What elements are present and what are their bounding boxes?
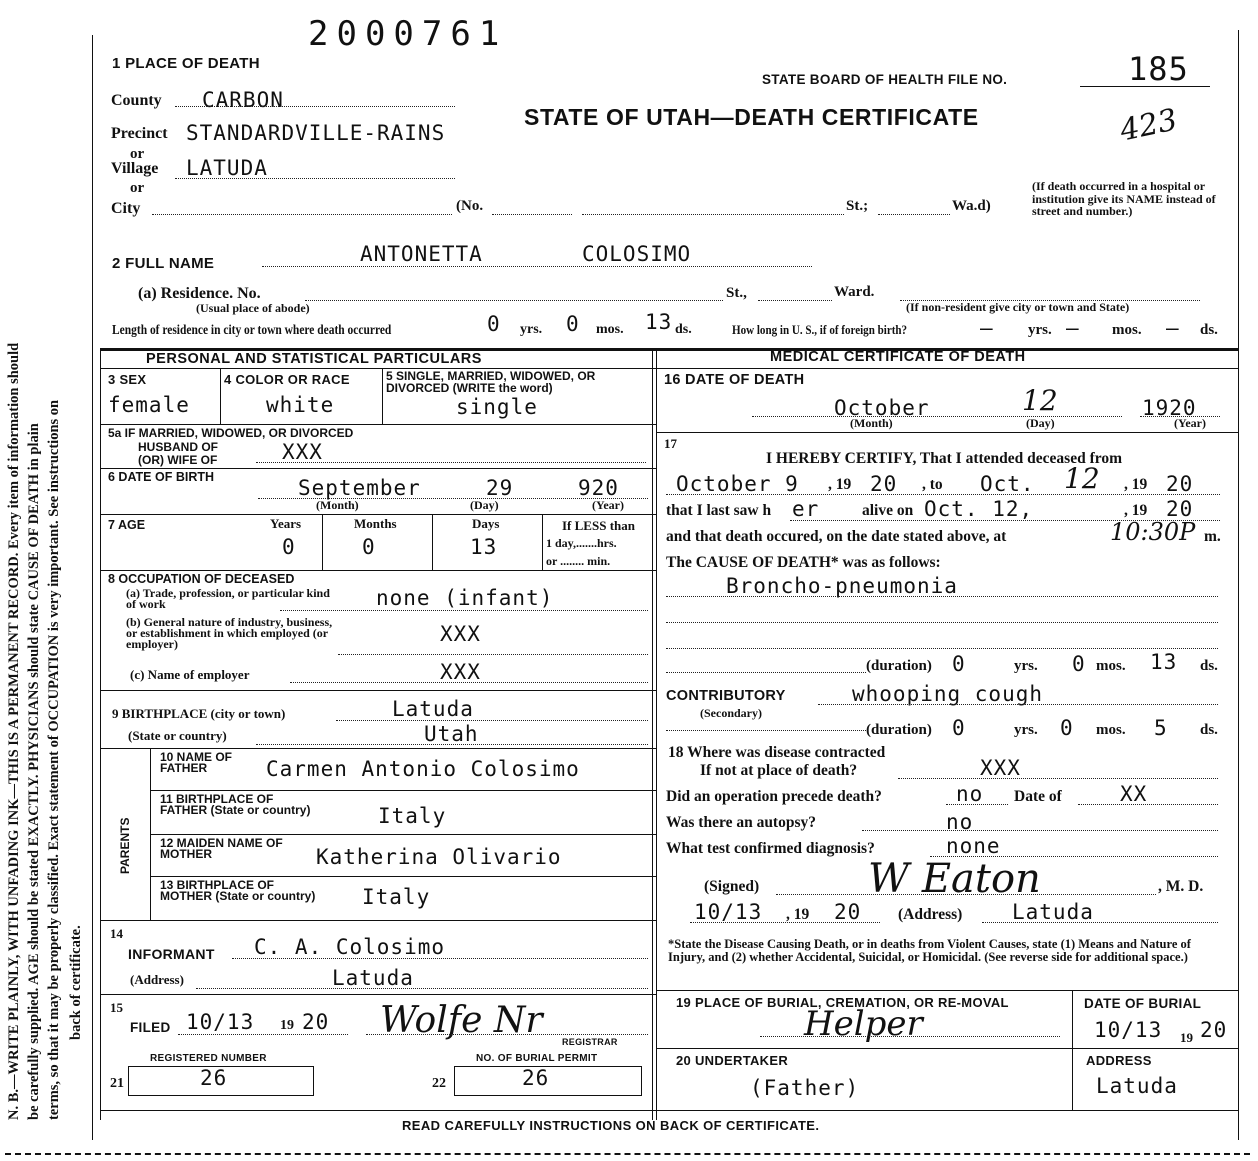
contributory-mos: 0	[1060, 716, 1074, 740]
death-time-value: 10:30P	[1110, 518, 1196, 546]
cause-label: The CAUSE OF DEATH* was as follows:	[666, 554, 941, 571]
city-line	[152, 214, 452, 215]
us-mos-label: mos.	[1112, 322, 1142, 338]
attended-from-19: , 19	[828, 476, 852, 493]
cause-duration-line	[666, 672, 866, 673]
row11-line	[150, 834, 656, 835]
last-saw-pronoun: er	[792, 497, 820, 521]
contributory-line	[818, 704, 1218, 705]
grid-left-line	[100, 348, 101, 1120]
death-time-label: and that death occured, on the date stated above, at	[666, 528, 1007, 545]
certificate-title: STATE OF UTAH—DEATH CERTIFICATE	[524, 104, 979, 130]
residence-label: (a) Residence. No.	[138, 285, 261, 302]
residence-mos: 0	[566, 312, 580, 336]
alive-year: 20	[1166, 497, 1194, 521]
attended-to-label: , to	[922, 476, 943, 493]
us-ds: —	[1166, 316, 1180, 340]
dob-day: 29	[486, 476, 514, 500]
test-value: none	[946, 834, 1001, 858]
spouse-value: XXX	[282, 440, 323, 464]
date-of-death-label: 16 DATE OF DEATH	[664, 372, 805, 388]
city-ward-line	[878, 214, 950, 215]
row5a-line	[100, 468, 656, 469]
operation-label: Did an operation precede death?	[666, 788, 882, 805]
informant-address-line	[196, 988, 648, 989]
city-st-line	[582, 214, 844, 215]
burial-place-line	[760, 1036, 1060, 1037]
residence-line	[305, 300, 723, 301]
mother-birthplace-label: 13 BIRTHPLACE OF MOTHER (State or country)	[160, 878, 316, 903]
contracted-line	[898, 778, 1218, 779]
county-label: County	[111, 92, 162, 109]
father-name-label: 10 NAME OF FATHER	[160, 750, 233, 775]
precinct-label: Precinct	[111, 125, 168, 142]
right-border	[1238, 30, 1239, 1140]
cause-ds: 13	[1150, 650, 1178, 674]
occupation-a-label: (a) Trade, profession, or particular kind of work	[126, 586, 330, 611]
contributory-mos-label: mos.	[1096, 722, 1126, 738]
attended-to-day: 12	[1064, 462, 1100, 495]
registrar-signature: Wolfe Nr	[380, 1000, 543, 1041]
cause-mos-label: mos.	[1096, 658, 1126, 674]
or-label-2: or	[130, 180, 145, 196]
full-name-last: COLOSIMO	[582, 242, 692, 266]
footer-instruction: READ CAREFULLY INSTRUCTIONS ON BACK OF CERTIFICATE.	[402, 1118, 820, 1133]
file-no-note: 423	[1116, 102, 1181, 149]
registrar-line	[366, 1034, 648, 1035]
spouse-line	[256, 462, 646, 463]
mother-name-label: 12 MAIDEN NAME OF MOTHER	[160, 836, 283, 861]
city-no-label: (No.	[456, 198, 484, 214]
full-name-first: ANTONETTA	[360, 242, 483, 266]
occupation-c-label: (c) Name of employer	[130, 667, 250, 682]
undertaker-value: (Father)	[750, 1076, 860, 1100]
informant-value: C. A. Colosimo	[254, 935, 446, 959]
md-label: , M. D.	[1158, 878, 1204, 895]
file-no-value: 185	[1128, 50, 1189, 88]
margin-instruction-line-1: N. B.—WRITE PLAINLY, WITH UNFADING INK—THIS IS A PERMANENT RECORD. Every item of information should	[6, 342, 22, 1120]
occupation-a-line	[280, 610, 648, 611]
certify-text: I HEREBY CERTIFY, That I attended deceased from	[766, 450, 1122, 467]
contributory-label: CONTRIBUTORY	[666, 688, 786, 704]
occupation-label: 8 OCCUPATION OF DECEASED	[108, 572, 295, 586]
residence-length-label: Length of residence in city or town where death occurred	[112, 322, 392, 337]
filed-year: 20	[302, 1010, 330, 1034]
signed-line	[776, 894, 1156, 895]
us-mos: —	[1066, 316, 1080, 340]
contributory-ds-label: ds.	[1200, 722, 1218, 738]
burial-19: 19	[1180, 1030, 1193, 1045]
grid-middle-divider	[656, 348, 657, 1120]
nonresident-note: (If non-resident give city or town and State)	[906, 300, 1130, 314]
undertaker-address-label: ADDRESS	[1086, 1053, 1152, 1068]
us-yrs: —	[980, 316, 994, 340]
autopsy-line	[862, 830, 1218, 831]
birthplace-city-line	[336, 720, 648, 721]
row16-line	[656, 432, 1238, 433]
contracted-label: 18 Where was disease contracted	[668, 744, 886, 761]
dod-day-label: (Day)	[1026, 416, 1055, 430]
item-17-number: 17	[664, 436, 677, 451]
cause-footnote: *State the Disease Causing Death, or in deaths from Violent Causes, state (1) Means and Nature of Injury, and (2) whether Accidental, Suicidal, or Homicidal. (See reverse side for additional space.)	[668, 937, 1191, 964]
occupation-a-value: none (infant)	[376, 586, 554, 610]
burial-permit-value: 26	[522, 1066, 550, 1090]
row9-line	[100, 748, 656, 749]
registered-number-value: 26	[200, 1066, 228, 1090]
dob-label: 6 DATE OF BIRTH	[108, 470, 215, 484]
age-days-label: Days	[472, 516, 500, 531]
age-divider-2	[432, 514, 433, 570]
row14-line	[100, 994, 656, 995]
contracted-value: XXX	[980, 756, 1021, 780]
row3-line	[100, 424, 656, 425]
age-years: 0	[282, 535, 296, 559]
signed-address-line	[982, 922, 1218, 923]
signed-year: 20	[834, 900, 862, 924]
personal-header: PERSONAL AND STATISTICAL PARTICULARS	[146, 351, 482, 367]
hospital-note: (If death occurred in a hospital or institution give its NAME instead of street and number.)	[1032, 179, 1216, 218]
row19-line	[656, 1048, 1238, 1049]
signed-address-label: (Address)	[898, 906, 963, 923]
burial-place-label: 19 PLACE OF BURIAL, CREMATION, OR RE-MOVAL	[676, 995, 1009, 1010]
occupation-c-value: XXX	[440, 660, 481, 684]
dod-year-label: (Year)	[1174, 416, 1206, 430]
age-divider-3	[542, 514, 543, 570]
undertaker-address: Latuda	[1096, 1074, 1178, 1098]
age-less-label-2: 1 day,.......hrs.	[546, 536, 617, 550]
row12-line	[150, 876, 656, 877]
signed-date-line	[690, 922, 880, 923]
dob-month-label: (Month)	[316, 498, 359, 512]
age-years-label: Years	[270, 516, 302, 531]
registered-number-label: REGISTERED NUMBER	[150, 1053, 267, 1064]
grid-bottom-line	[100, 1110, 1238, 1111]
sex-value: female	[108, 393, 190, 417]
cause-ds-label: ds.	[1200, 658, 1218, 674]
file-no-line	[1080, 86, 1210, 87]
cause-yrs-label: yrs.	[1014, 658, 1038, 674]
operation-date-line	[1078, 804, 1218, 805]
dob-day-label: (Day)	[470, 498, 499, 512]
occupation-c-line	[290, 682, 648, 683]
row8-line	[100, 690, 656, 691]
alive-date: Oct. 12,	[924, 497, 1034, 521]
spouse-label-3: (OR) WIFE OF	[138, 453, 218, 467]
city-st-label: St.;	[846, 198, 869, 214]
left-border	[92, 35, 93, 1140]
signed-19: , 19	[786, 906, 810, 923]
undertaker-label: 20 UNDERTAKER	[676, 1053, 789, 1068]
alive-on-label: alive on	[862, 502, 914, 519]
burial-permit-label: NO. OF BURIAL PERMIT	[476, 1053, 598, 1064]
physician-signature: W Eaton	[868, 856, 1041, 902]
precinct-value: STANDARDVILLE-RAINS	[186, 121, 446, 145]
death-time-suffix: m.	[1204, 528, 1221, 545]
operation-date-label: Date of	[1014, 788, 1062, 805]
serial-number: 2000761	[308, 14, 508, 54]
date-of-death-year: 1920	[1142, 396, 1197, 420]
residence-days: 13	[645, 310, 673, 334]
dob-year-label: (Year)	[592, 498, 624, 512]
alive-19: , 19	[1124, 502, 1148, 519]
informant-address-label: (Address)	[130, 972, 184, 987]
filed-line	[178, 1034, 348, 1035]
registered-number-field: 21	[110, 1076, 124, 1091]
cause-value: Broncho-pneumonia	[726, 574, 958, 598]
residence-st-line	[758, 300, 832, 301]
row-footnote-line	[656, 990, 1238, 991]
registrar-label: REGISTRAR	[562, 1037, 618, 1047]
residence-mos-label: mos.	[596, 322, 624, 337]
color-value: white	[266, 393, 335, 417]
residence-yrs-label: yrs.	[520, 322, 543, 337]
county-line	[175, 106, 455, 107]
cause-yrs: 0	[952, 652, 966, 676]
residence-yrs: 0	[487, 312, 501, 336]
sex-divider	[220, 368, 221, 424]
secondary-label: (Secondary)	[700, 706, 762, 720]
grid-middle-divider-2	[652, 348, 653, 1120]
birthplace-state: Utah	[424, 722, 479, 746]
burial-date-divider	[1072, 990, 1073, 1110]
contributory-duration-line	[666, 730, 866, 731]
residence-ds-label: ds.	[675, 322, 692, 337]
dob-year: 920	[578, 476, 619, 500]
filed-19: 19	[280, 1018, 294, 1033]
last-saw-label: that I last saw h	[666, 502, 772, 519]
marital-value: single	[456, 395, 538, 419]
residence-st-label: St.,	[726, 285, 747, 301]
date-of-death-month: October	[834, 396, 930, 420]
informant-label: INFORMANT	[128, 946, 215, 962]
operation-line	[946, 804, 1008, 805]
burial-date-label: DATE OF BURIAL	[1084, 996, 1202, 1011]
age-less-label-3: or ........ min.	[546, 554, 611, 568]
us-yrs-label: yrs.	[1028, 322, 1052, 338]
test-label: What test confirmed diagnosis?	[666, 840, 875, 857]
color-label: 4 COLOR OR RACE	[224, 372, 350, 387]
contributory-duration-label: (duration)	[866, 722, 932, 738]
father-birthplace: Italy	[378, 804, 447, 828]
burial-place-value: Helper	[804, 1004, 923, 1044]
marital-label: 5 SINGLE, MARRIED, WIDOWED, OR DIVORCED (WRITE the word)	[386, 369, 596, 395]
date-of-death-day: 12	[1022, 384, 1058, 417]
place-of-death-label: 1 PLACE OF DEATH	[112, 55, 260, 72]
margin-instruction-line-4: back of certificate.	[68, 925, 84, 1040]
informant-line	[232, 958, 648, 959]
signed-date: 10/13	[694, 900, 763, 924]
village-line	[175, 178, 455, 179]
cause-line-1	[666, 596, 1218, 597]
attended-to-year: 20	[1166, 472, 1194, 496]
cause-mos: 0	[1072, 652, 1086, 676]
age-months-label: Months	[354, 516, 397, 531]
autopsy-value: no	[946, 810, 974, 834]
city-ward-label: Wa.d)	[952, 198, 991, 214]
full-name-label: 2 FULL NAME	[112, 255, 215, 272]
attended-to-date: Oct.	[980, 472, 1035, 496]
age-days: 13	[470, 535, 498, 559]
row10-line	[150, 790, 656, 791]
father-name: Carmen Antonio Colosimo	[266, 757, 580, 781]
color-divider	[382, 368, 383, 424]
city-no-line	[492, 214, 572, 215]
birthplace-state-label: (State or country)	[128, 728, 227, 743]
autopsy-label: Was there an autopsy?	[666, 814, 816, 831]
dod-month-label: (Month)	[850, 416, 893, 430]
attended-line	[666, 494, 1220, 495]
father-birthplace-label: 11 BIRTHPLACE OF FATHER (State or country)	[160, 792, 311, 817]
birthplace-label: 9 BIRTHPLACE (city or town)	[112, 706, 286, 721]
signed-label: (Signed)	[704, 878, 760, 895]
occupation-b-label: (b) General nature of industry, business, or establishment in which employed (or employer)	[126, 615, 333, 651]
margin-instruction-line-2: be carefully supplied. AGE should be stated EXACTLY. PHYSICIANS should state CAUSE OF DEATH in plain	[26, 423, 42, 1120]
filed-date: 10/13	[186, 1010, 255, 1034]
row13-line	[100, 920, 656, 921]
birthplace-state-line	[256, 744, 648, 745]
burial-year: 20	[1200, 1018, 1228, 1042]
age-less-label-1: If LESS than	[562, 518, 635, 533]
occupation-b-line	[338, 654, 648, 655]
birthplace-city: Latuda	[392, 697, 474, 721]
contributory-yrs: 0	[952, 716, 966, 740]
contributory-value: whooping cough	[852, 682, 1044, 706]
contributory-yrs-label: yrs.	[1014, 722, 1038, 738]
village-label: Village	[111, 160, 159, 177]
medical-header-line	[656, 368, 1238, 369]
residence-ward-label: Ward.	[834, 284, 875, 300]
informant-address: Latuda	[332, 966, 414, 990]
bottom-border	[5, 1153, 1250, 1155]
full-name-line	[262, 266, 812, 267]
signed-address: Latuda	[1012, 900, 1094, 924]
dob-month: September	[298, 476, 421, 500]
county-value: CARBON	[202, 88, 284, 112]
row6-line	[100, 514, 656, 515]
margin-instruction-line-3: terms, so that it may be properly classified. Exact statement of OCCUPATION is very important. See instructions on	[46, 399, 62, 1120]
mother-birthplace: Italy	[362, 885, 431, 909]
spouse-label-1: 5a IF MARRIED, WIDOWED, OR DIVORCED	[108, 426, 354, 440]
operation-date: XX	[1120, 782, 1148, 806]
sex-label: 3 SEX	[108, 372, 147, 387]
file-no-label: STATE BOARD OF HEALTH FILE NO.	[762, 72, 1008, 87]
us-residence-label: How long in U. S., if of foreign birth?	[732, 322, 908, 337]
city-label: City	[111, 200, 141, 217]
contracted-label-2: If not at place of death?	[700, 762, 858, 779]
village-value: LATUDA	[186, 156, 268, 180]
cause-line-2	[666, 622, 1218, 623]
age-months: 0	[362, 535, 376, 559]
informant-number: 14	[110, 926, 123, 941]
occupation-b-value: XXX	[440, 622, 481, 646]
cause-duration-label: (duration)	[866, 658, 932, 674]
contributory-ds: 5	[1154, 716, 1168, 740]
spouse-label-2: HUSBAND OF	[138, 440, 218, 454]
age-divider-1	[322, 514, 323, 570]
attended-from-date: October 9	[676, 472, 799, 496]
parents-label: PARENTS	[118, 817, 132, 874]
age-label: 7 AGE	[108, 518, 146, 532]
dod-line	[752, 416, 1122, 417]
medical-header: MEDICAL CERTIFICATE OF DEATH	[770, 349, 1026, 365]
filed-label: FILED	[130, 1020, 171, 1035]
mother-name: Katherina Olivario	[316, 845, 562, 869]
residence-sublabel: (Usual place of abode)	[196, 301, 310, 315]
burial-permit-field: 22	[432, 1076, 446, 1091]
filed-number: 15	[110, 1000, 123, 1015]
burial-date: 10/13	[1094, 1018, 1163, 1042]
us-ds-label: ds.	[1200, 322, 1218, 338]
row7-line	[100, 570, 656, 571]
attended-from-year: 20	[870, 472, 898, 496]
attended-to-19: , 19	[1124, 476, 1148, 493]
or-label-1: or	[130, 146, 145, 162]
operation-value: no	[956, 782, 984, 806]
cause-line-3	[666, 648, 1218, 649]
